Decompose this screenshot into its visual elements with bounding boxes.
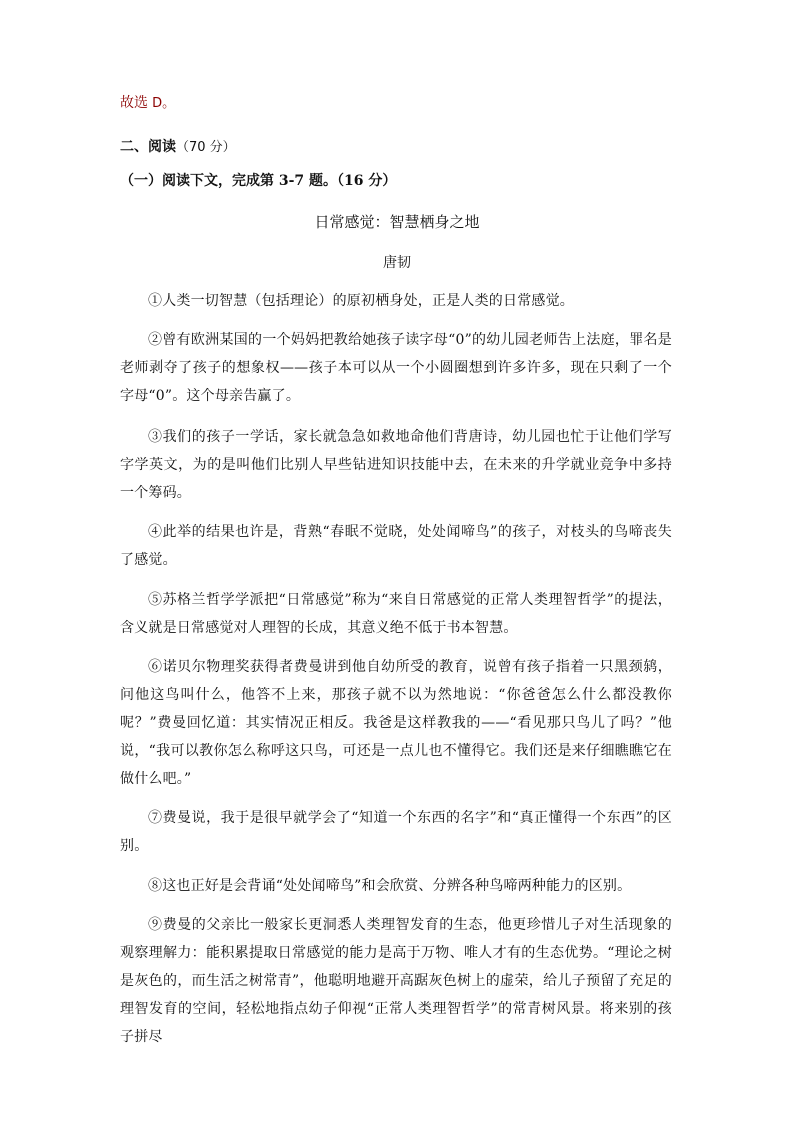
paragraph-3: ③我们的孩子一学话，家长就急急如救地命他们背唐诗，幼儿园也忙于让他们学写字学英文，为的是叫他们比别人早些钻进知识技能中去，在未来的升学就业竞争中多持一个筹码。 [120, 429, 672, 501]
article-author: 唐韧 [383, 255, 411, 271]
paragraph-8: ⑧这也正好是会背诵“处处闻啼鸟”和会欣赏、分辨各种鸟啼两种能力的区别。 [148, 878, 632, 894]
section-title: 二、阅读 [120, 139, 176, 155]
subsection-heading: （一）阅读下文，完成第 3-7 题。（16 分） [120, 173, 397, 189]
paragraph-1: ①人类一切智慧（包括理论）的原初栖身处，正是人类的日常感觉。 [148, 293, 574, 309]
paragraph-9: ⑨费曼的父亲比一般家长更洞悉人类理智发育的生态，他更珍惜儿子对生活现象的观察理解力：能积累提取日常感觉的能力是高于万物、唯人才有的生态优势。“理论之树是灰色的，而生活之树常青”，他聪明地避开高踞灰色树上的虚荣，给儿子预留了充足的理智发育的空间，轻松地指点幼子仰视“正常人类理智哲学”的常青树风景。将来别的孩子拼尽 [120, 917, 672, 1045]
paragraph-4: ④此举的结果也许是，背熟“春眠不觉晓，处处闻啼鸟”的孩子，对枝头的鸟啼丧失了感觉。 [120, 524, 672, 568]
answer-lead: 故选 [120, 95, 148, 111]
answer-choice: D。 [148, 96, 176, 111]
paragraph-7: ⑦费曼说，我于是很早就学会了“知道一个东西的名字”和“真正懂得一个东西”的区别。 [120, 810, 672, 854]
section-heading [120, 137, 236, 158]
paragraph-2: ②曾有欧洲某国的一个妈妈把教给她孩子读字母“0”的幼儿园老师告上法庭，罪名是老师剥夺了孩子的想象权——孩子本可以从一个小圆圈想到许多许多，现在只剩了一个字母“0”。这个母亲告赢了。 [120, 332, 672, 404]
article-title: 日常感觉：智慧栖身之地 [314, 213, 480, 231]
section-score: （70 分） [176, 140, 236, 155]
answer-line [120, 93, 175, 114]
paragraph-6: ⑥诺贝尔物理奖获得者费曼讲到他自幼所受的教育，说曾有孩子指着一只黑颈鸫，问他这鸟叫什么，他答不上来，那孩子就不以为然地说：“你爸爸怎么什么都没教你呢？”费曼回忆道：其实情况正相反。我爸是这样教我的——“看见那只鸟儿了吗？”他说，“我可以教你怎么称呼这只鸟，可还是一点儿也不懂得它。我们还是来仔细瞧瞧它在做什么吧。” [120, 659, 672, 787]
paragraph-5: ⑤苏格兰哲学学派把“日常感觉”称为“来自日常感觉的正常人类理智哲学”的提法，含义就是日常感觉对人理智的长成，其意义绝不低于书本智慧。 [120, 592, 672, 636]
